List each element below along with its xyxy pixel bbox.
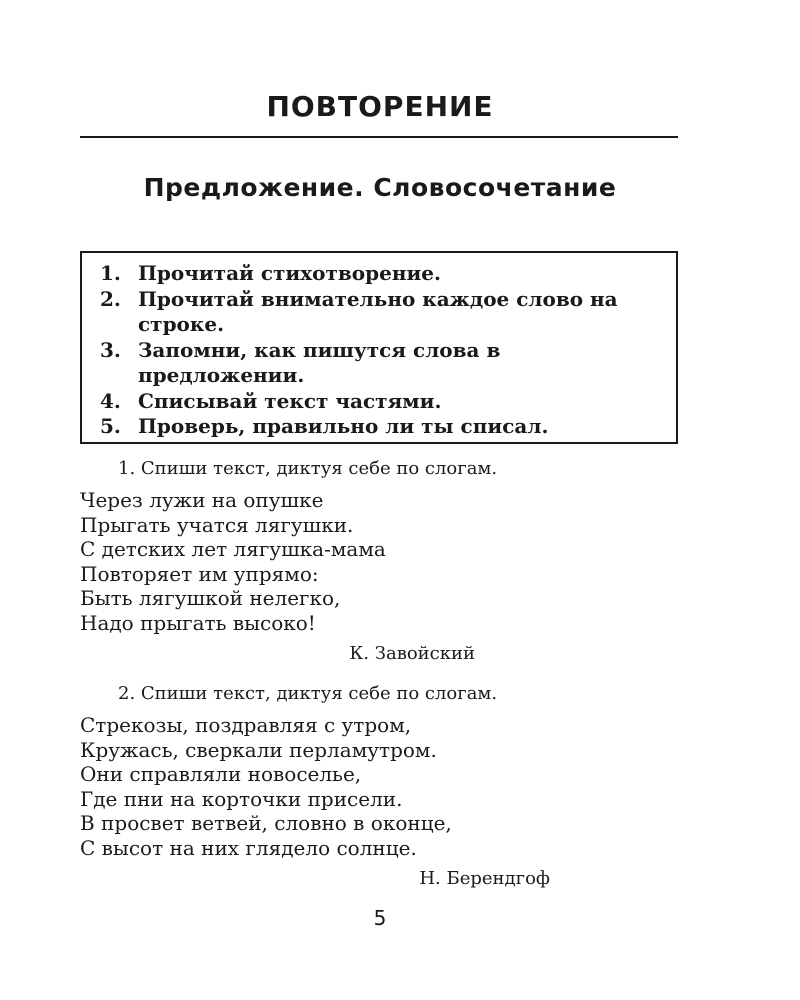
poem-line: В просвет ветвей, словно в оконце, (80, 811, 452, 836)
rule-number: 1. (100, 261, 121, 285)
poem-line: С высот на них глядело солнце. (80, 835, 417, 860)
poem (80, 713, 680, 861)
rule-text: Проверь, правильно ли ты списал. (138, 414, 549, 438)
poem-author: Н. Берендгоф (419, 867, 550, 889)
poem-line: Стрекозы, поздравляя с утром, (80, 713, 412, 737)
exercise-1 (80, 456, 680, 666)
rule-number: 4. (100, 388, 121, 413)
rule-text: Прочитай внимательно каждое слово на строке. (138, 286, 618, 336)
exercise-task: 2. Спиши текст, диктуя себе по слогам. (118, 683, 498, 704)
rules-list (100, 261, 666, 440)
rule-item (100, 338, 666, 389)
rule-number: 2. (100, 286, 121, 311)
page-number: 5 (373, 906, 387, 930)
rule-number: 5. (100, 414, 121, 438)
rule-text: Прочитай стихотворение. (138, 261, 441, 285)
poem-line: Повторяет им упрямо: (80, 561, 319, 586)
poem-line: Кружась, сверкали перламутром. (80, 737, 437, 762)
exercise-2 (80, 681, 680, 891)
poem-line: Где пни на корточки присели. (80, 786, 403, 811)
rule-number: 3. (100, 337, 121, 362)
heading-divider (80, 136, 678, 138)
poem-line: Надо прыгать высоко! (80, 610, 316, 635)
exercise-task: 1. Спиши текст, диктуя себе по слогам. (118, 458, 498, 479)
rule-item (100, 389, 666, 415)
section-title: ПОВТОРЕНИЕ (266, 90, 494, 123)
lesson-subtitle: Предложение. Словосочетание (143, 173, 617, 202)
rule-item (100, 261, 666, 287)
rule-item (100, 287, 666, 338)
poem-line: Они справляли новоселье, (80, 762, 362, 787)
poem (80, 488, 680, 636)
rule-text: Запомни, как пишутся слова в предложении. (138, 337, 501, 387)
rules-box (80, 251, 678, 444)
poem-line: Прыгать учатся лягушки. (80, 512, 354, 537)
poem-author: К. Завойский (349, 642, 475, 664)
poem-line: Через лужи на опушке (80, 488, 324, 512)
rule-item (100, 414, 666, 440)
poem-line: Быть лягушкой нелегко, (80, 586, 341, 611)
rule-text: Списывай текст частями. (138, 388, 442, 413)
poem-line: С детских лет лягушка-мама (80, 537, 386, 562)
